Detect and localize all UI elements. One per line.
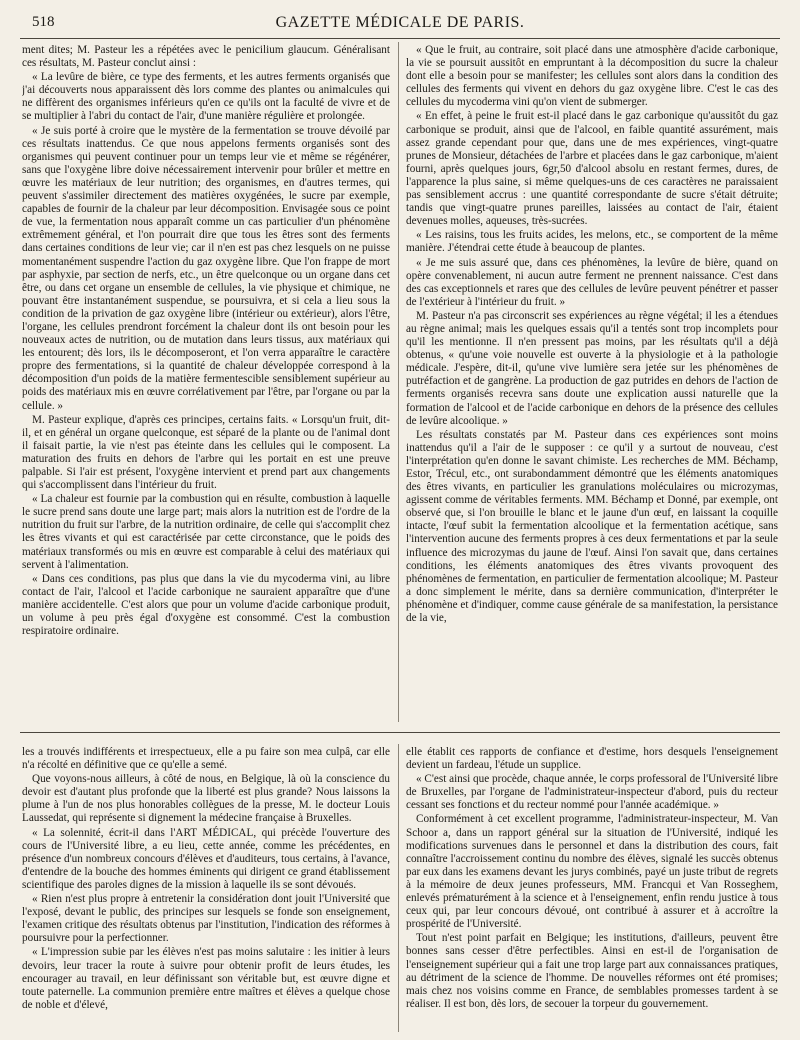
paragraph: elle établit ces rapports de confiance et d'estime, hors desquels l'enseignement devient un fardeau, l'étude un supplice. xyxy=(406,746,778,772)
page-number: 518 xyxy=(32,14,55,30)
section-rule xyxy=(20,732,780,733)
upper-right-column xyxy=(406,44,778,720)
paragraph: « La solennité, écrit-il dans l'ART MÉDICAL, qui précède l'ouverture des cours de l'Université libre, a eu lieu, cette année, comme les précédentes, en présence d'un nombreux concours d'élèves et d'auditeurs, tous certains, à l'avance, d'entendre de la bouche des hommes éminents qui dirigent ce grand établissement scientifique des paroles dignes de la mission à laquelle ils se sont dévoués. xyxy=(22,826,390,891)
paragraph: Que voyons-nous ailleurs, à côté de nous, en Belgique, là où la conscience du devoir est d'autant plus profonde que la liberté est plus grande? Nous laissons la plume à l'un de nos plus honorables collègues de la presse, M. le docteur Louis Laussedat, qui représente si dignement la médecine française à Bruxelles. xyxy=(22,773,390,825)
paragraph: « C'est ainsi que procède, chaque année, le corps professoral de l'Université libre de Bruxelles, par l'organe de l'administrateur-inspecteur d'abord, puis du recteur cessant ses fonctions et du recteur nommé pour l'année académique. » xyxy=(406,773,778,812)
paragraph: « Que le fruit, au contraire, soit placé dans une atmosphère d'acide carbonique, la vie se poursuit aussitôt en empruntant à la décomposition du sucre la chaleur dont elle a besoin pour se manifester; les cellules sont alors dans la condition des cellules des ferments qui vivent en dehors du gaz oxygène libre. C'est le cas des cellules du mycoderma vini qu'on vient de submerger. xyxy=(406,44,778,109)
paragraph: les a trouvés indifférents et irrespectueux, elle a pu faire son mea culpâ, car elle n'a récolté en définitive que ce qu'elle a semé. xyxy=(22,746,390,772)
paragraph: Tout n'est point parfait en Belgique; les institutions, d'ailleurs, peuvent être bonnes sans cesser d'être perfectibles. Ainsi en est-il de l'organisation de l'enseignement supérieur qui a fait une trop large part aux connaissances pratiques, au détriment de la science de l'homme. De nouvelles réformes ont été promises; mais chez nos voisins comme en France, de semblables promesses tardent à se réaliser. Il est bon, dès lors, de secouer la torpeur du gouvernement. xyxy=(406,932,778,1010)
paragraph: Les résultats constatés par M. Pasteur dans ces expériences sont moins inattendus qu'il a l'air de le supposer : ce qu'il y a surtout de nouveau, c'est l'interprétation qu'en donne le savant chimiste. Les recherches de MM. Béchamp, Estor, Trécul, etc., ont surabondamment démontré que les éléments anatomiques des êtres vivants, en particulier les granulations moléculaires ou microzymas, agissent comme de véritables ferments. MM. Béchamp et Donné, par exemple, ont observé que, si l'on brouille le blanc et le jaune d'un œuf, en laissant la coquille intacte, l'œuf subit la fermentation alcoolique et la fermentation acétique, sans l'intervention aucune des ferments propres à ces deux fermentations et par la seule influence des microzymas du jaune de l'œuf. Ainsi l'on savait que, dans certaines conditions, les éléments anatomiques des êtres vivants provoquent des phénomènes de fermentation, en particulier de fermentation alcoolique; M. Pasteur a donc simplement le mérite, dans sa dernière communication, d'interpréter le phénomène et d'indiquer, comme cause générale de sa manifestation, la persistance de la vie, xyxy=(406,428,778,625)
paragraph: Conformément à cet excellent programme, l'administrateur-inspecteur, M. Van Schoor a, dans un rapport général sur la situation de l'Université, indiqué les modifications survenues dans le personnel et dans la distribution des cours, fait connaître l'accroissement continu du nombre des élèves, signalé les succès obtenus par eux dans les examens devant les jurys combinés, payé un juste tribut de regrets à la mémoire de deux jeunes professeurs, MM. Francqui et Van Rosseghem, enlevés prématurément à la science et à l'enseignement, enfin rendu justice à tous ceux qui, par leur concours dévoué, ont contribué à assurer et à accroître la prospérité de l'Université. xyxy=(406,813,778,931)
paragraph: M. Pasteur n'a pas circonscrit ses expériences au règne végétal; il les a étendues au règne animal; mais les quelques essais qu'il a tentés sont trop incomplets pour qu'il les mentionne. Il n'en pressent pas moins, par les résultats qu'il a déjà obtenus, « qu'une voie nouvelle est ouverte à la physiologie et à la pathologie médicale. J'espère, dit-il, qu'une vive lumière sera jetée sur les phénomènes de putréfaction et de gangrène. La production de gaz putrides en dehors de l'action de ferments organisés recevra sans doute une explication aussi naturelle que la formation de l'alcool et de l'acide carbonique en dehors de la présence des cellules de levûre alcoolique. » xyxy=(406,309,778,427)
paragraph: « Je suis porté à croire que le mystère de la fermentation se trouve dévoilé par ces résultats inattendus. Ce que nous appelons ferments organisés sont des organismes qui peuvent continuer pour un temps leur vie et même se régénérer, sans que l'oxygène libre doive nécessairement intervenir pour brûler et mettre en œuvre les matériaux de leur nutrition; des organismes, en d'autres termes, qui peuvent s'assimiler directement des matières oxygénées, le sucre par exemple, capables de fournir de la chaleur par leur décomposition. Envisagée sous ce point de vue, la fermentation nous apparaît comme un cas particulier d'un phénomène extrêmement général, et l'on pourrait dire que tous les êtres sont des ferments dans certaines conditions de leur vie; car il n'en est pas chez lesquels on ne puisse momentanément suspendre l'action du gaz oxygène libre. Que l'on frappe de mort par asphyxie, par section de nerfs, etc., un être quelconque ou un organe dans cet être, ou dans cet organe un ensemble de cellules, la vie physique et chimique, ne pouvant être instantanément suspendue, se poursuivra, et si cela a lieu sous la condition de la privation de gaz oxygène libre (intérieur ou extérieur), alors l'être, l'organe, les cellules prendront forcément la chaleur dont ils ont besoin pour les nouveaux actes de nutrition, ou de mutation dans leurs tissus, aux matériaux qui les entourent; dès lors, ils le décomposeront, et l'on verra apparaître le caractère propre des fermentations, si la quantité de chaleur développée correspond à la décomposition d'un poids de la matière fermentescible sensiblement supérieur au poids des matériaux mis en œuvre corrélativement par l'être, par l'organe ou par la cellule. » xyxy=(22,124,390,412)
paragraph: « L'impression subie par les élèves n'est pas moins salutaire : les initier à leurs devoirs, leur tracer la route à suivre pour obtenir profit de leurs études, les encourager au travail, en leur définissant son véritable but, est œuvre digne et toute paternelle. La communion première entre maîtres et élèves a quelque chose de noble et d'élevé, xyxy=(22,946,390,1011)
column-divider xyxy=(398,42,399,722)
page-header xyxy=(20,10,780,36)
paragraph: « Les raisins, tous les fruits acides, les melons, etc., se comportent de la même manière. J'étendrai cette étude à beaucoup de plantes. xyxy=(406,229,778,255)
paragraph: « La levûre de bière, ce type des ferments, et les autres ferments organisés que j'ai découverts nous apparaissent dès lors comme des plantes ou animalcules qui ne diffèrent des organismes inférieurs qu'en ce qu'ils ont la faculté de vivre et de se multiplier à l'abri du contact de l'air, d'une manière régulière et prolongée. xyxy=(22,71,390,123)
page-title: GAZETTE MÉDICALE DE PARIS. xyxy=(275,14,525,31)
paragraph: M. Pasteur explique, d'après ces principes, certains faits. « Lorsqu'un fruit, dit-il, et en général un organe quelconque, est séparé de la plante ou de l'animal dont il faisait partie, la vie n'est pas éteinte dans les cellules qui le composent. La maturation des fruits en dehors de l'arbre qui les portait en est une preuve palpable. Si l'air est présent, l'oxygène intervient et prend part aux changements qui s'accomplissent dans l'intérieur du fruit. xyxy=(22,413,390,492)
paragraph: « Je me suis assuré que, dans ces phénomènes, la levûre de bière, quand on opère convenablement, ni aucun autre ferment ne prennent naissance. C'est dans des cas exceptionnels et rares que des cellules de levûre peuvent pénétrer et passer de l'extérieur à l'intérieur du fruit. » xyxy=(406,256,778,308)
lower-right-column xyxy=(406,746,778,1032)
paragraph: « Dans ces conditions, pas plus que dans la vie du mycoderma vini, au libre contact de l'air, l'alcool et l'acide carbonique ne sauraient apparaître que d'une manière accidentelle. C'est alors que pour un volume d'acide carbonique produit, un volume à peu près égal d'oxygène est consommé. C'est la combustion respiratoire ordinaire. xyxy=(22,572,390,638)
header-rule xyxy=(20,38,780,39)
lower-left-column xyxy=(22,746,390,1032)
paragraph: « En effet, à peine le fruit est-il placé dans le gaz carbonique qu'aussitôt du gaz carbonique se produit, ainsi que de l'alcool, en faible quantité assurément, mais assez grande cependant pour que, dans une de mes expériences, vingt-quatre prunes de Monsieur, détachées de l'arbre et placées dans le gaz carbonique, m'aient fourni, après quelques jours, 6gr,50 d'alcool absolu en restant fermes, dures, de l'apparence la plus saine, si même quelques-uns de ces caractères ne paraissaient pas sensiblement accrus : une quantité correspondante de sucre s'était détruite; tandis que vingt-quatre prunes pareilles, laissées au contact de l'air, étaient devenues molles, aqueuses, très-sucrées. xyxy=(406,110,778,228)
upper-left-column xyxy=(22,44,390,720)
paragraph: « La chaleur est fournie par la combustion qui en résulte, combustion à laquelle le sucre prend sans doute une large part; mais alors la nutrition est de l'ordre de la nutrition du fruit sur l'arbre, de la nutrition ordinaire, de celle qui s'accomplit chez les êtres vivants et qui est caractérisée par cette circonstance, que le poids des matériaux transformés ou mis en œuvre est comparable à celui des matériaux qui servent à l'alimentation. xyxy=(22,493,390,571)
paragraph: « Rien n'est plus propre à entretenir la considération dont jouit l'Université que l'exposé, devant le public, des principes sur lesquels se fonde son enseignement, l'examen critique des résultats obtenus par l'institution, l'indication des réformes à poursuivre pour la perfectionner. xyxy=(22,893,390,945)
column-divider xyxy=(398,744,399,1032)
paragraph: ment dites; M. Pasteur les a répétées avec le penicilium glaucum. Généralisant ces résultats, M. Pasteur conclut ainsi : xyxy=(22,44,390,70)
